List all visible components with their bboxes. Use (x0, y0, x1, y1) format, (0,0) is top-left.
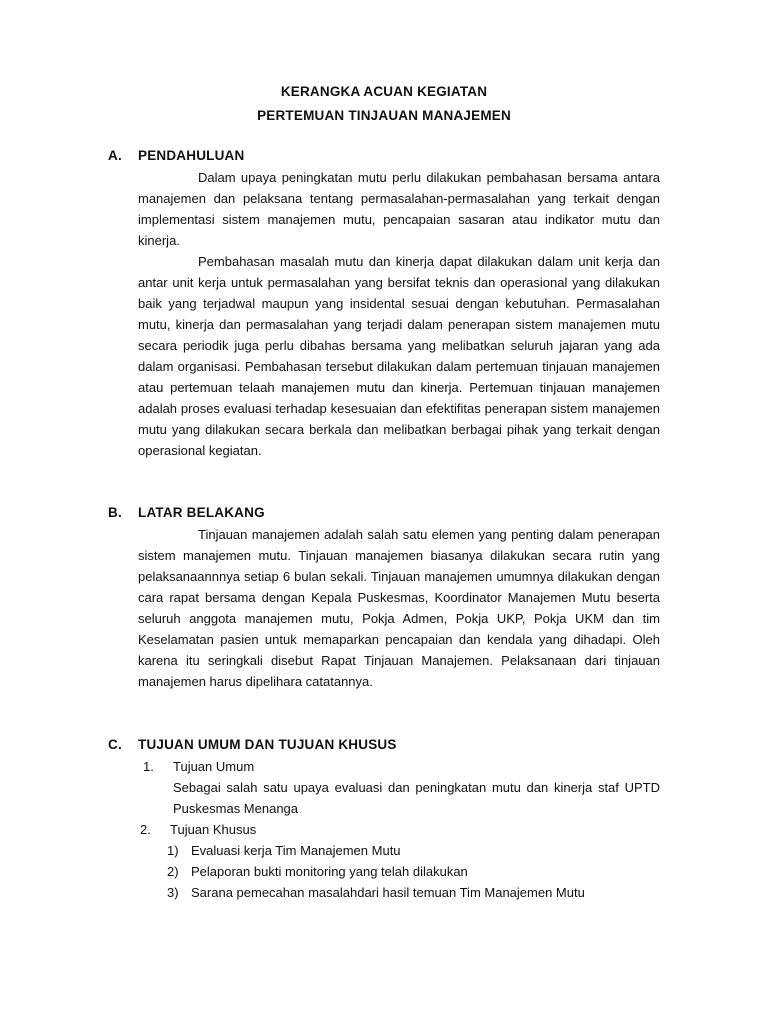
section-a-heading (108, 148, 244, 163)
tujuan-umum-text: Sebagai salah satu upaya evaluasi dan peningkatan mutu dan kinerja staf UPTD Puskesmas Menanga (173, 780, 660, 816)
section-a-title: PENDAHULUAN (138, 148, 245, 163)
section-a-paragraph-2: Pembahasan masalah mutu dan kinerja dapat dilakukan dalam unit kerja dan antar unit kerja untuk permasalahan yang bersifat teknis dan operasional yang dilakukan baik yang terjadwal maupun yang insidental sesuai dengan kebutuhan. Permasalahan mutu, kinerja dan permasalahan yang terjadi dalam penerapan sistem manajemen mutu secara periodik juga perlu dibahas bersama yang melibatkan seluruh jajaran yang ada dalam organisasi. Pembahasan tersebut dilakukan dalam pertemuan tinjauan manajemen atau pertemuan telaah manajemen mutu dan kinerja. Pertemuan tinjauan manajemen adalah proses evaluasi terhadap kesesuaian dan efektifitas penerapan sistem manajemen mutu yang dilakukan secara berkala dan melibatkan berbagai pihak yang terkait dengan operasional kegiatan. (138, 254, 660, 458)
list-item-tujuan-khusus (140, 819, 256, 840)
section-c-title: TUJUAN UMUM DAN TUJUAN KHUSUS (138, 737, 397, 752)
section-a-paragraph-1: Dalam upaya peningkatan mutu perlu dilakukan pembahasan bersama antara manajemen dan pelaksana tentang permasalahan-permasalahan yang terkait dengan implementasi sistem manajemen mutu, pencapaian sasaran atau indikator mutu dan kinerja. (138, 170, 660, 248)
list-number: 1. (143, 759, 154, 774)
document-subtitle: PERTEMUAN TINJAUAN MANAJEMEN (257, 108, 511, 123)
sub-list-item (167, 840, 401, 861)
document-title: KERANGKA ACUAN KEGIATAN (280, 84, 488, 99)
section-c-heading (108, 737, 397, 752)
sub-list-number: 2) (167, 864, 179, 879)
sub-list-text: Pelaporan bukti monitoring yang telah dilakukan (191, 864, 468, 879)
section-b-letter: B. (108, 505, 122, 520)
section-a-letter: A. (108, 148, 122, 163)
section-b-title: LATAR BELAKANG (138, 505, 265, 520)
section-b-paragraph-1: Tinjauan manajemen adalah salah satu elemen yang penting dalam penerapan sistem manajemen mutu. Tinjauan manajemen biasanya dilakukan secara rutin yang pelaksanaannnya setiap 6 bulan sekali. Tinjauan manajemen umumnya dilakukan dengan cara rapat bersama dengan Kepala Puskesmas, Koordinator Manajemen Mutu beserta seluruh anggota manajemen mutu, Pokja Admen, Pokja UKP, Pokja UKM dan tim Keselamatan pasien untuk memaparkan pencapaian dan kendala yang dihadapi. Oleh karena itu seringkali disebut Rapat Tinjauan Manajemen. Pelaksanaan dari tinjauan manajemen harus dipelihara catatannya. (138, 527, 660, 689)
sub-list-item (167, 861, 468, 882)
list-item-tujuan-umum (143, 756, 254, 777)
section-c-letter: C. (108, 737, 122, 752)
sub-list-item (167, 882, 585, 903)
sub-list-number: 1) (167, 843, 179, 858)
list-label: Tujuan Khusus (170, 822, 257, 837)
list-label: Tujuan Umum (173, 759, 255, 774)
list-number: 2. (140, 822, 151, 837)
sub-list-text: Evaluasi kerja Tim Manajemen Mutu (191, 843, 401, 858)
section-b-heading (108, 505, 265, 520)
sub-list-text: Sarana pemecahan masalahdari hasil temuan Tim Manajemen Mutu (191, 885, 585, 900)
sub-list-number: 3) (167, 885, 179, 900)
